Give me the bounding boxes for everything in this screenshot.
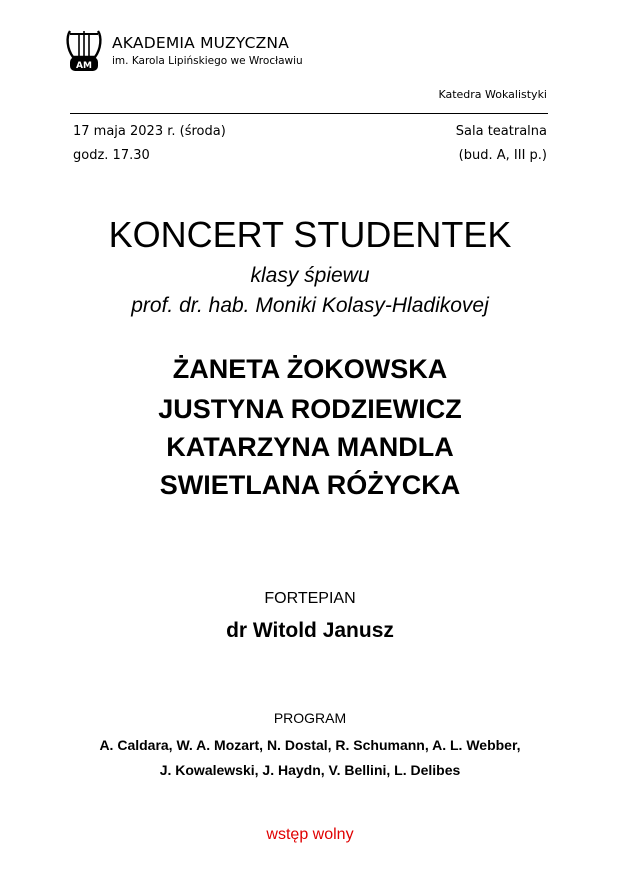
event-venue: Sala teatralna [455, 124, 547, 139]
class-line: klasy śpiewu [250, 264, 370, 287]
svg-text:AM: AM [76, 61, 92, 71]
composers-line: J. Kowalewski, J. Haydn, V. Bellini, L. Delibes [159, 762, 461, 778]
performer-name: ŻANETA ŻOKOWSKA [172, 354, 448, 384]
institution-subtitle: im. Karola Lipińskiego we Wrocławiu [112, 55, 303, 67]
event-date: 17 maja 2023 r. (środa) [73, 124, 226, 139]
concert-title: KONCERT STUDENTEK [108, 214, 512, 255]
department-label: Katedra Wokalistyki [438, 88, 547, 101]
pianist-name: dr Witold Janusz [226, 619, 394, 642]
performer-name: KATARZYNA MANDLA [166, 432, 454, 462]
professor-line: prof. dr. hab. Moniki Kolasy-Hladikovej [131, 294, 489, 317]
program-label: PROGRAM [273, 710, 347, 726]
piano-label: FORTEPIAN [264, 590, 356, 607]
performer-name: SWIETLANA RÓŻYCKA [159, 470, 461, 500]
event-time: godz. 17.30 [73, 148, 150, 163]
institution-name: AKADEMIA MUZYCZNA [112, 34, 290, 52]
admission-note: wstęp wolny [266, 826, 354, 843]
event-venue-location: (bud. A, III p.) [458, 148, 547, 163]
header-divider [70, 113, 548, 114]
performer-name: JUSTYNA RODZIEWICZ [158, 394, 462, 424]
composers-line: A. Caldara, W. A. Mozart, N. Dostal, R. Schumann, A. L. Webber, [99, 737, 521, 753]
lyre-icon [64, 27, 104, 73]
